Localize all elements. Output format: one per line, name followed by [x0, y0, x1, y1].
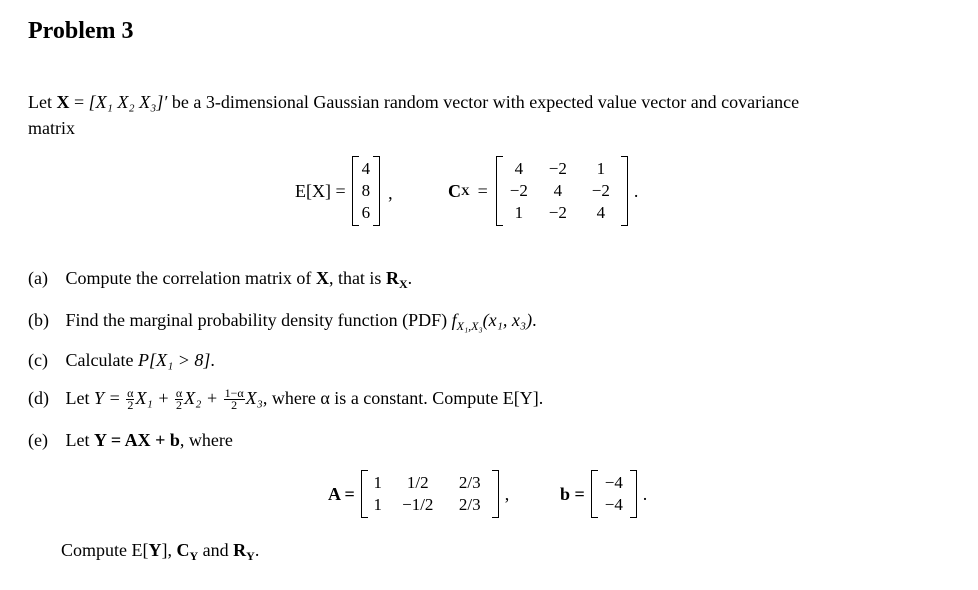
- mean-vector-equation: E[X] = 4 8 6 ,: [295, 156, 393, 226]
- b-vector-equation: b = −4 −4 .: [560, 470, 647, 518]
- covariance-equation: C X = 4 −2 1 −2 4 −2 1 −2 4 .: [448, 156, 638, 226]
- a-matrix: 1 1 1/2 −1/2 2/3 2/3: [361, 470, 499, 518]
- intro-line-2: matrix: [28, 118, 75, 138]
- problem-title: Problem 3: [28, 18, 134, 44]
- fraction-alpha-half-2: $\frac{\alpha}{2}$: [175, 386, 183, 413]
- part-b: (b) Find the marginal probability density function (PDF) $f_{X_1,X_3}(x_1$, x₃).: [28, 310, 537, 333]
- part-a: (a) Compute the correlation matrix of X, that is $R_X$.: [28, 268, 413, 291]
- final-instruction: Compute E[Y], $C_Y$ and $R_Y$.: [61, 540, 260, 563]
- mean-vector: 4 8 6: [352, 156, 381, 226]
- a-matrix-equation: A = 1 1 1/2 −1/2 2/3 2/3 ,: [328, 470, 509, 518]
- intro-line-1: Let X = [X₁ X₂ X₃]′ be a 3-dimensional Gaussian random vector with expected value vector and covariance: [28, 92, 800, 112]
- fraction-one-minus-alpha-half: $\frac{1-\alpha}{2}$: [224, 386, 244, 413]
- part-e: (e) Let Y = AX + b, where: [28, 430, 233, 450]
- part-d: (d) Let Y = $\frac{\alpha}{2}$ X₁ + $\frac{\alpha}{2}$ X₂ + $\frac{1-\alpha}{2}$ X₃, where α is a constant. Compute E[Y].: [28, 386, 544, 413]
- covariance-matrix: 4 −2 1 −2 4 −2 1 −2 4: [496, 156, 628, 226]
- part-c: (c) Calculate P[X₁ > 8].: [28, 350, 215, 370]
- b-vector: −4 −4: [591, 470, 637, 518]
- random-vector: [X₁ X₂ X₃]′: [88, 92, 168, 112]
- fraction-alpha-half-1: $\frac{\alpha}{2}$: [127, 386, 134, 413]
